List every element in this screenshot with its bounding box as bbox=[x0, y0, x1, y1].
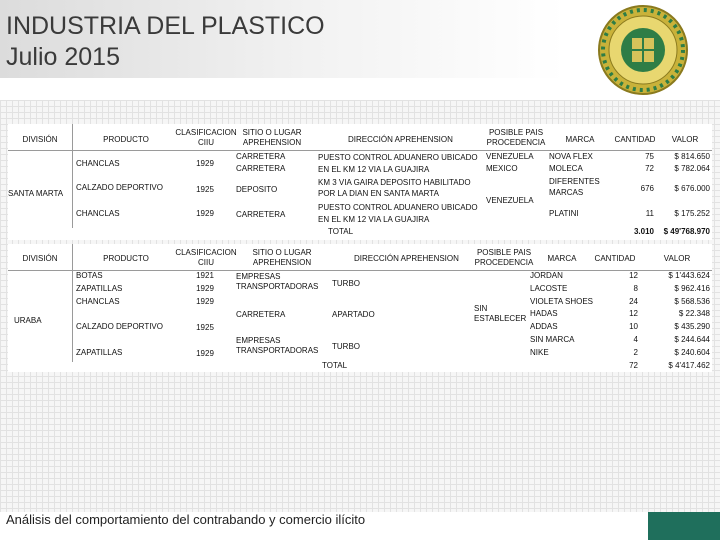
cell-cantidad: 12 bbox=[629, 309, 638, 318]
col-header-producto: PRODUCTO bbox=[103, 135, 149, 144]
col-header-division: DIVISIÓN bbox=[22, 135, 58, 144]
cell-producto: ZAPATILLAS bbox=[76, 284, 123, 293]
cell-cantidad: 10 bbox=[629, 322, 638, 331]
total-label: TOTAL bbox=[322, 361, 348, 370]
cell-ciiu: 1921 bbox=[196, 271, 214, 280]
footer-text: Análisis del comportamiento del contrabando y comercio ilícito bbox=[6, 512, 366, 527]
cell-cantidad: 24 bbox=[629, 297, 638, 306]
cell-ciiu: 1929 bbox=[196, 209, 214, 218]
division-uraba: URABA bbox=[14, 316, 42, 325]
col-header-cantidad: CANTIDAD bbox=[594, 254, 636, 263]
cell-sitio: CARRETERA bbox=[236, 164, 286, 173]
cell-direccion: PUESTO CONTROL ADUANERO UBICADO bbox=[318, 203, 478, 212]
col-header-valor: VALOR bbox=[663, 254, 691, 263]
cell-marca: JORDAN bbox=[530, 271, 563, 280]
col-header-valor: VALOR bbox=[671, 135, 699, 144]
cell-marca: HADAS bbox=[530, 309, 558, 318]
cell-marca: NIKE bbox=[530, 348, 549, 357]
cell-sitio: EMPRESAS TRANSPORTADORAS bbox=[236, 272, 319, 291]
cell-valor: $ 22.348 bbox=[678, 309, 710, 318]
footer-block bbox=[648, 512, 684, 540]
col-header-direccion: DIRECCIÓN APREHENSION bbox=[348, 135, 453, 144]
total-cantidad: 72 bbox=[629, 361, 638, 370]
cell-marca: PLATINI bbox=[549, 209, 579, 218]
cell-cantidad: 8 bbox=[633, 284, 638, 293]
cell-valor: $ 435.290 bbox=[674, 322, 710, 331]
total-cantidad: 3.010 bbox=[633, 227, 654, 236]
cell-direccion: EN EL KM 12 VIA LA GUAJIRA bbox=[318, 165, 430, 174]
cell-direccion: TURBO bbox=[332, 279, 360, 288]
cell-valor: $ 244.644 bbox=[674, 335, 710, 344]
col-header-sitio: SITIO O LUGAR APREHENSION bbox=[242, 128, 302, 147]
col-header-marca: MARCA bbox=[547, 254, 577, 263]
cell-ciiu: 1929 bbox=[196, 159, 214, 168]
cell-direccion: KM 3 VIA GAIRA DEPOSITO HABILITADO bbox=[318, 178, 471, 187]
division-santa-marta: SANTA MARTA bbox=[8, 189, 64, 198]
col-header-ciiu: CLASIFICACION CIIU bbox=[175, 248, 237, 267]
cell-valor: $ 782.064 bbox=[674, 164, 710, 173]
cell-producto: CALZADO DEPORTIVO bbox=[76, 322, 163, 331]
cell-cantidad: 2 bbox=[633, 348, 638, 357]
cell-valor: $ 1'443.624 bbox=[668, 271, 710, 280]
page-subtitle: Julio 2015 bbox=[6, 43, 120, 71]
total-label: TOTAL bbox=[328, 227, 354, 236]
cell-pais: VENEZUELA bbox=[486, 152, 534, 161]
cell-marca: MOLECA bbox=[549, 164, 583, 173]
cell-direccion: EN EL KM 12 VIA LA GUAJIRA bbox=[318, 215, 430, 224]
footer-color-blocks bbox=[648, 512, 720, 540]
cell-ciiu: 1929 bbox=[196, 349, 214, 358]
cell-cantidad: 676 bbox=[640, 184, 654, 193]
col-header-cantidad: CANTIDAD bbox=[614, 135, 656, 144]
cell-valor: $ 175.252 bbox=[674, 209, 710, 218]
cell-producto: CHANCLAS bbox=[76, 209, 120, 218]
cell-ciiu: 1929 bbox=[196, 297, 214, 306]
cell-producto: ZAPATILLAS bbox=[76, 348, 123, 357]
cell-pais: VENEZUELA bbox=[486, 196, 534, 205]
cell-marca: NOVA FLEX bbox=[549, 152, 593, 161]
divider bbox=[72, 124, 73, 228]
cell-marca: ADDAS bbox=[530, 322, 558, 331]
cell-producto: CALZADO DEPORTIVO bbox=[76, 183, 163, 192]
col-header-pais: POSIBLE PAIS PROCEDENCIA bbox=[474, 248, 534, 267]
cell-cantidad: 11 bbox=[645, 209, 654, 218]
cell-cantidad: 4 bbox=[633, 335, 638, 344]
cell-producto: BOTAS bbox=[76, 271, 103, 280]
cell-ciiu: 1925 bbox=[196, 185, 214, 194]
table-uraba bbox=[8, 244, 712, 372]
col-header-pais: POSIBLE PAIS PROCEDENCIA bbox=[486, 128, 546, 147]
col-header-marca: MARCA bbox=[565, 135, 595, 144]
cell-direccion: TURBO bbox=[332, 342, 360, 351]
cell-valor: $ 240.604 bbox=[674, 348, 710, 357]
cell-producto: CHANCLAS bbox=[76, 297, 120, 306]
cell-sitio: EMPRESAS TRANSPORTADORAS bbox=[236, 336, 319, 355]
footer-block bbox=[684, 512, 720, 540]
cell-ciiu: 1929 bbox=[196, 284, 214, 293]
col-header-ciiu: CLASIFICACION CIIU bbox=[175, 128, 237, 147]
cell-cantidad: 75 bbox=[645, 152, 654, 161]
total-valor: $ 4'417.462 bbox=[668, 361, 710, 370]
cell-ciiu: 1925 bbox=[196, 323, 214, 332]
cell-marca: SIN MARCA bbox=[530, 335, 575, 344]
logo bbox=[566, 0, 720, 100]
col-header-division: DIVISIÓN bbox=[22, 254, 58, 263]
cell-sitio: CARRETERA bbox=[236, 152, 286, 161]
col-header-sitio: SITIO O LUGAR APREHENSION bbox=[252, 248, 312, 267]
divider bbox=[8, 150, 712, 151]
cell-cantidad: 72 bbox=[645, 164, 654, 173]
footer bbox=[0, 512, 720, 540]
police-badge-icon bbox=[566, 0, 720, 100]
cell-sitio: CARRETERA bbox=[236, 310, 286, 319]
cell-pais: MEXICO bbox=[486, 164, 518, 173]
cell-valor: $ 676.000 bbox=[674, 184, 710, 193]
page-title: INDUSTRIA DEL PLASTICO bbox=[6, 12, 325, 40]
cell-marca: MARCAS bbox=[549, 188, 584, 197]
divider bbox=[72, 244, 73, 362]
cell-producto: CHANCLAS bbox=[76, 159, 120, 168]
cell-valor: $ 568.536 bbox=[674, 297, 710, 306]
cell-pais: SIN ESTABLECER bbox=[474, 304, 527, 323]
col-header-producto: PRODUCTO bbox=[103, 254, 149, 263]
cell-marca: VIOLETA SHOES bbox=[530, 297, 593, 306]
cell-valor: $ 814.650 bbox=[674, 152, 710, 161]
total-valor: $ 49'768.970 bbox=[663, 227, 710, 236]
cell-direccion: POR LA DIAN EN SANTA MARTA bbox=[318, 189, 439, 198]
cell-sitio: CARRETERA bbox=[236, 210, 286, 219]
cell-valor: $ 962.416 bbox=[674, 284, 710, 293]
cell-marca: LACOSTE bbox=[530, 284, 568, 293]
cell-cantidad: 12 bbox=[629, 271, 638, 280]
cell-direccion: APARTADO bbox=[332, 310, 375, 319]
cell-marca: DIFERENTES bbox=[549, 177, 600, 186]
table-santa-marta bbox=[8, 124, 712, 240]
cell-direccion: PUESTO CONTROL ADUANERO UBICADO bbox=[318, 153, 478, 162]
col-header-direccion: DIRECCIÓN APREHENSION bbox=[354, 254, 459, 263]
cell-sitio: DEPOSITO bbox=[236, 185, 278, 194]
